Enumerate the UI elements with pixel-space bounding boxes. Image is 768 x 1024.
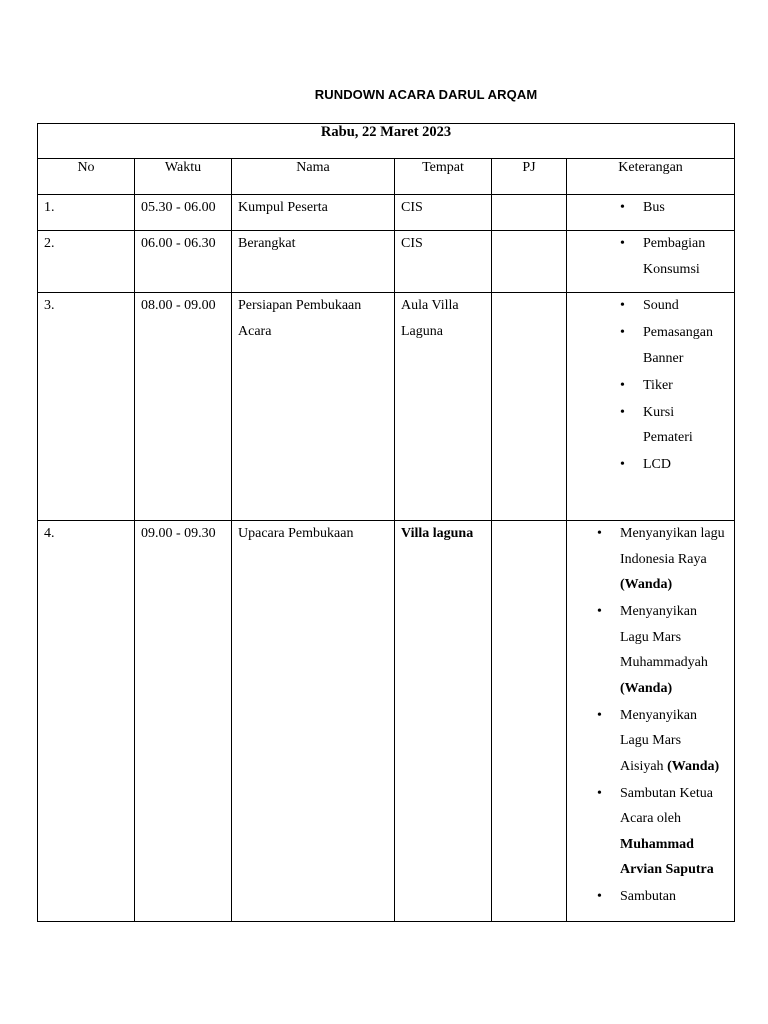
bullet-icon: • xyxy=(620,457,625,472)
table-row xyxy=(38,521,735,922)
cell-keterangan xyxy=(567,293,735,521)
list-item: • Pemasangan Banner xyxy=(643,320,727,371)
cell-nama: Upacara Pembukaan xyxy=(232,521,395,922)
header-keterangan: Keterangan xyxy=(567,159,735,195)
list-item: • Bus xyxy=(643,195,727,221)
cell-nama: Kumpul Peserta xyxy=(232,195,395,231)
bullet-icon: • xyxy=(597,604,602,619)
cell-waktu: 06.00 - 06.30 xyxy=(135,231,232,293)
bullet-icon: • xyxy=(620,377,625,393)
header-tempat: Tempat xyxy=(395,159,492,195)
cell-pj xyxy=(492,293,567,521)
list-item: • Menyanyikan lagu Indonesia Raya (Wanda) xyxy=(620,521,727,598)
bullet-icon: • xyxy=(597,526,602,541)
list-item: • Sambutan xyxy=(620,884,727,910)
document-title: RUNDOWN ACARA DARUL ARQAM xyxy=(314,87,538,102)
list-item: • Menyanyikan Lagu Mars Muhammadyah (Wanda) xyxy=(620,599,727,701)
bullet-icon: • xyxy=(597,785,602,801)
header-pj: PJ xyxy=(492,159,567,195)
rundown-table xyxy=(37,123,735,922)
cell-no: 3. xyxy=(38,293,135,521)
header-nama: Nama xyxy=(232,159,395,195)
list-item: • Kursi Pemateri xyxy=(643,400,727,451)
cell-tempat: CIS xyxy=(395,231,492,293)
table-row xyxy=(38,293,735,521)
cell-tempat: Aula Villa Laguna xyxy=(395,293,492,521)
cell-keterangan xyxy=(567,231,735,293)
cell-nama: Berangkat xyxy=(232,231,395,293)
list-item: • Sound xyxy=(643,293,727,319)
cell-tempat: Villa laguna xyxy=(395,521,492,922)
list-item: • Pembagian Konsumsi xyxy=(643,231,727,282)
bullet-icon: • xyxy=(620,236,625,251)
table-row xyxy=(38,231,735,293)
cell-no: 1. xyxy=(38,195,135,231)
cell-pj xyxy=(492,521,567,922)
bullet-icon: • xyxy=(597,707,602,723)
cell-pj xyxy=(492,231,567,293)
header-waktu: Waktu xyxy=(135,159,232,195)
list-item: • Menyanyikan Lagu Mars Aisiyah (Wanda) xyxy=(620,703,727,780)
cell-tempat: CIS xyxy=(395,195,492,231)
cell-no: 4. xyxy=(38,521,135,922)
cell-keterangan xyxy=(567,521,735,922)
list-item: • Tiker xyxy=(643,373,727,399)
bullet-icon: • xyxy=(620,404,625,420)
bullet-icon: • xyxy=(620,325,625,340)
cell-waktu: 08.00 - 09.00 xyxy=(135,293,232,521)
header-no: No xyxy=(38,159,135,195)
bullet-icon: • xyxy=(597,889,602,904)
list-item: • Sambutan Ketua Acara oleh Muhammad Arvian Saputra xyxy=(620,781,727,883)
cell-no: 2. xyxy=(38,231,135,293)
list-item: • LCD xyxy=(643,452,727,478)
cell-nama: Persiapan Pembukaan Acara xyxy=(232,293,395,521)
cell-waktu: 09.00 - 09.30 xyxy=(135,521,232,922)
date-cell xyxy=(38,124,735,159)
bullet-icon: • xyxy=(620,298,625,313)
date-text: Rabu, 22 Maret 2023 xyxy=(320,124,452,140)
cell-waktu: 05.30 - 06.00 xyxy=(135,195,232,231)
bullet-icon: • xyxy=(620,200,625,215)
